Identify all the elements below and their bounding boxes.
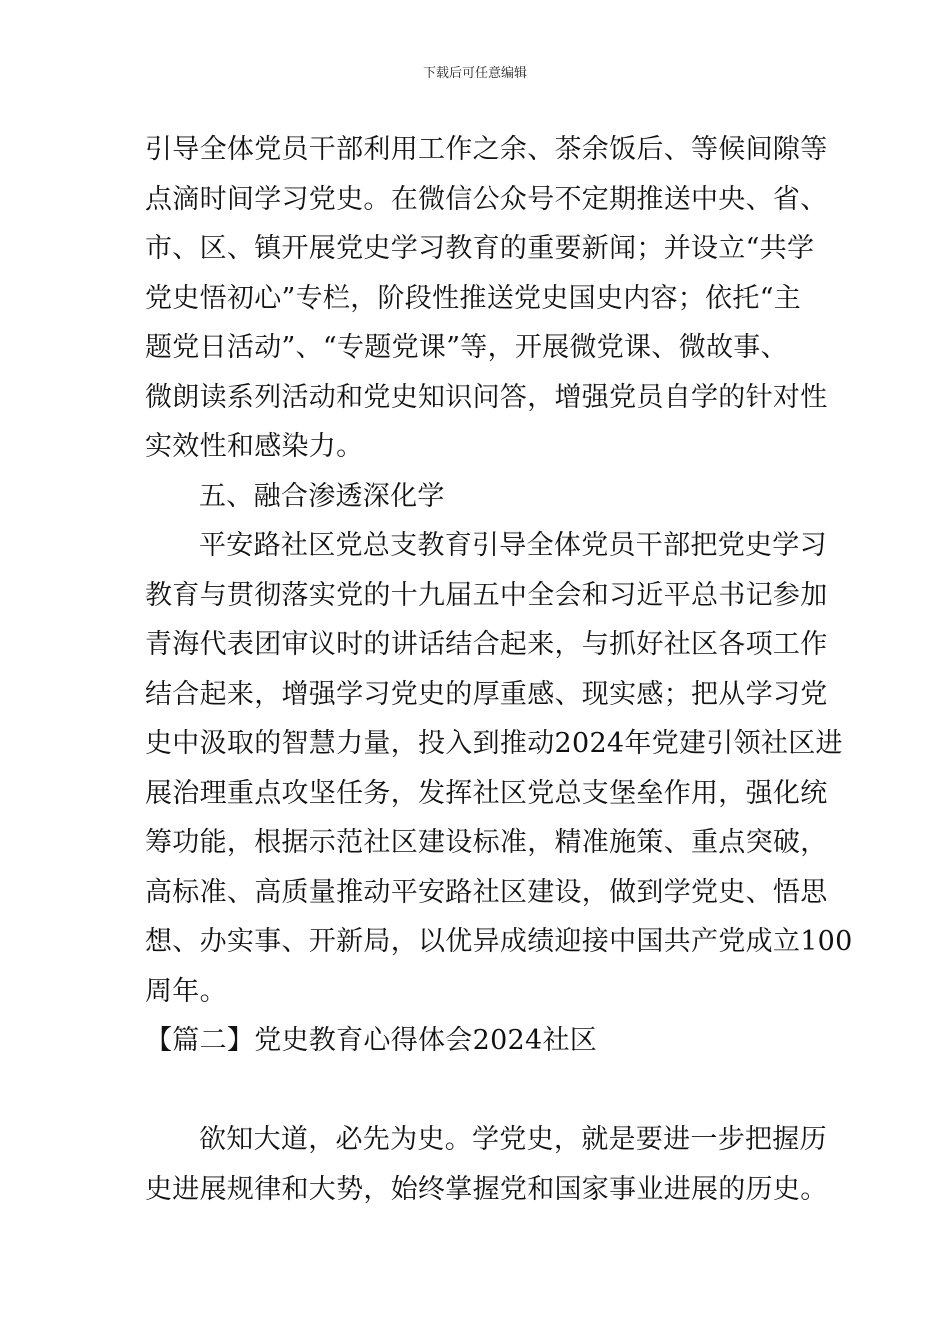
text-line: 史进展规律和大势，始终掌握党和国家事业进展的历史。 [145,1173,828,1205]
text-line: 欲知大道，必先为史。学党史，就是要进一步把握历 [199,1124,827,1155]
text-line: 题党日活动”、“专题党课”等，开展微党课、微故事、 [145,332,788,363]
text-line: 想、办实事、开新局，以优异成绩迎接中国共产党成立100 [145,926,853,957]
text-line: 市、区、镇开展党史学习教育的重要新闻；并设立“共学 [145,233,815,264]
article-title: 【篇二】党史教育心得体会2024社区 [145,1025,598,1056]
text-line: 青海代表团审议时的讲话结合起来，与抓好社区各项工作 [145,629,828,660]
section-heading: 五、融合渗透深化学 [199,480,445,512]
text-line: 点滴时间学习党史。在微信公众号不定期推送中央、省、 [145,183,828,215]
text-line: 实效性和感染力。 [145,431,364,462]
text-line: 高标准、高质量推动平安路社区建设，做到学党史、悟思 [145,876,828,908]
text-line: 展治理重点攻坚任务，发挥社区党总支堡垒作用，强化统 [145,777,828,809]
text-line: 平安路社区党总支教育引导全体党员干部把党史学习 [199,530,827,561]
spacer [145,1066,815,1116]
text-line: 周年。 [145,975,227,1007]
text-line: 筹功能，根据示范社区建设标准，精准施策、重点突破， [145,827,828,858]
page-header: 下载后可任意编辑 [422,66,527,81]
text-line: 结合起来，增强学习党史的厚重感、现实感；把从学习党 [145,678,828,710]
text-line: 史中汲取的智慧力量，投入到推动2024年党建引领社区进 [145,728,843,759]
text-line: 引导全体党员干部利用工作之余、茶余饭后、等候间隙等 [145,134,828,165]
text-line: 微朗读系列活动和党史知识问答，增强党员自学的针对性 [145,381,828,413]
text-line: 党史悟初心”专栏，阶段性推送党史国史内容；依托“主 [145,282,802,314]
document-body [145,125,853,1214]
text-line: 教育与贯彻落实党的十九届五中全会和习近平总书记参加 [145,579,828,611]
